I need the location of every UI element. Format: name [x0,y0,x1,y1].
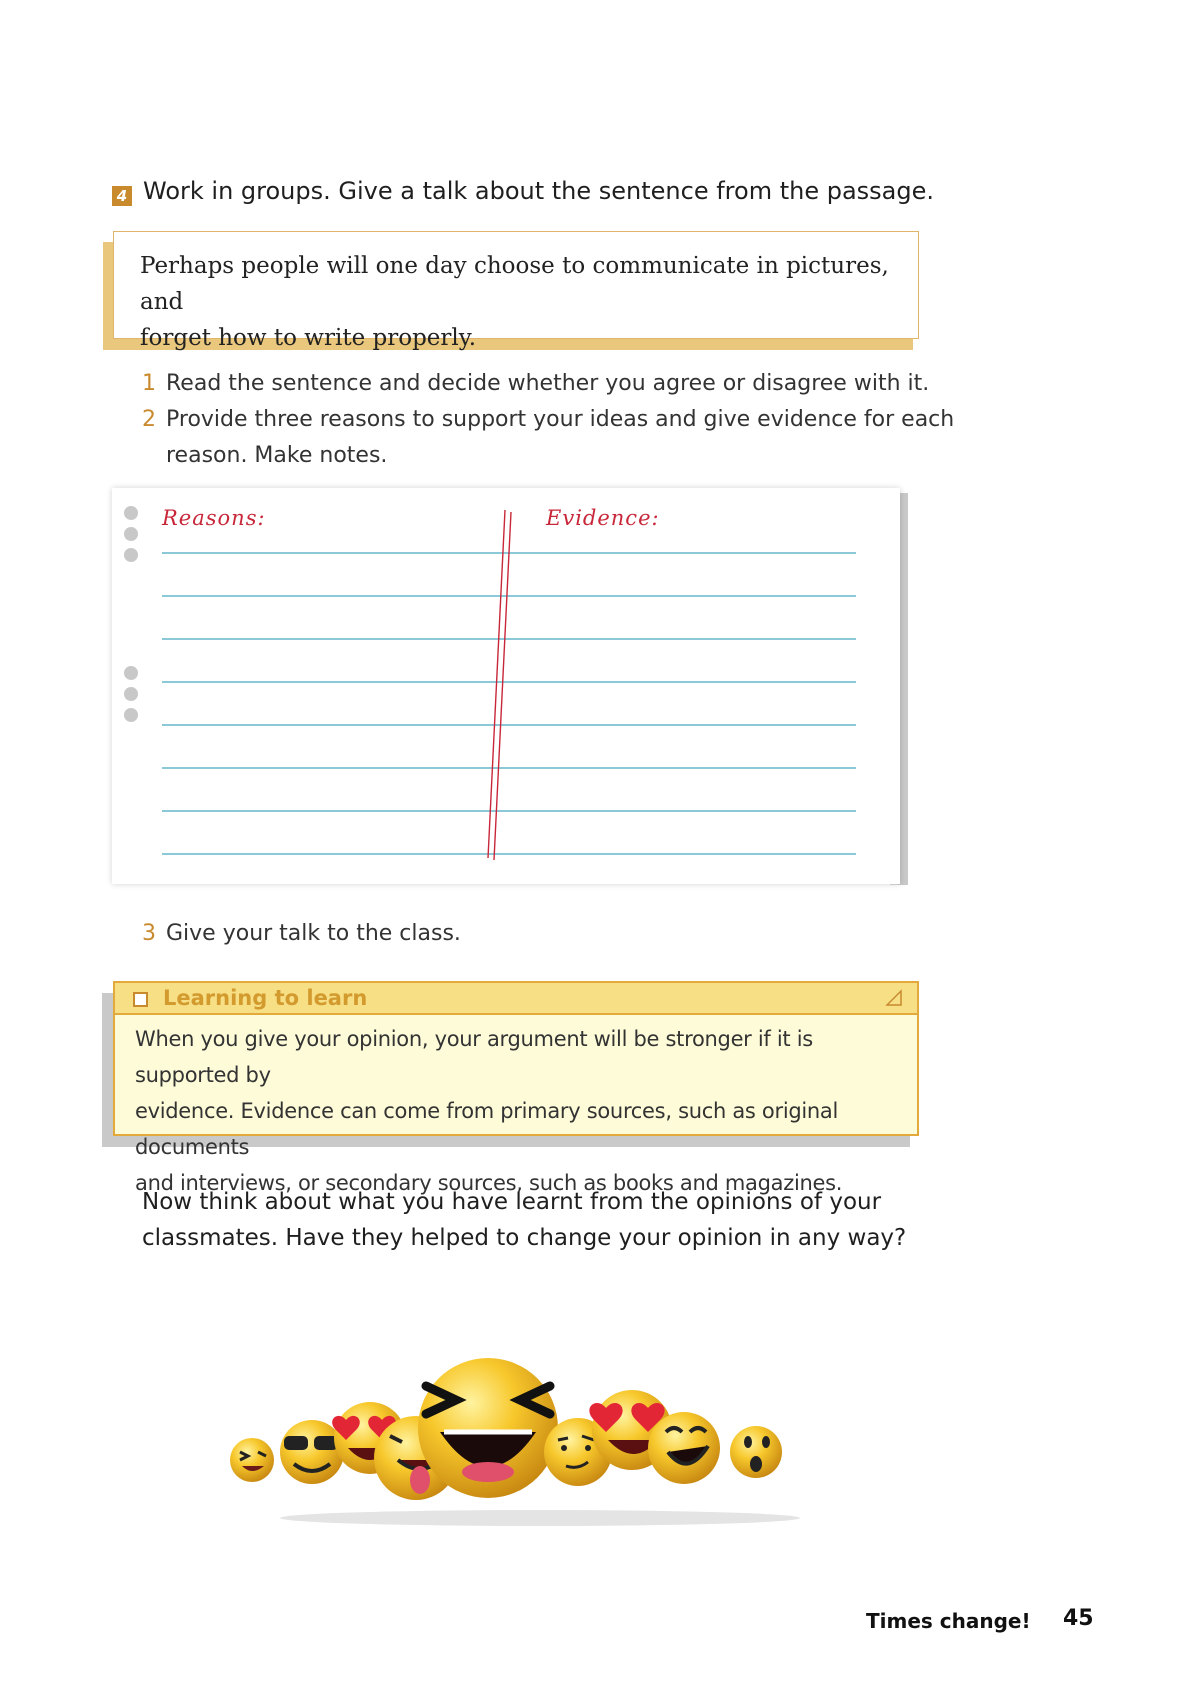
laughing-emoji-icon [418,1358,558,1498]
learning-line-1: When you give your opinion, your argument will be stronger if it is supported by [135,1027,813,1087]
reasons-label: Reasons: [162,506,266,530]
winking-tongue-emoji-icon [230,1438,274,1482]
binder-hole [124,708,138,722]
binder-hole [124,687,138,701]
step-text: Provide three reasons to support your ideas and give evidence for each [166,407,955,432]
corner-triangle-icon [885,989,903,1007]
step-number: 2 [142,407,156,432]
step-text: Read the sentence and decide whether you agree or disagree with it. [166,371,930,396]
step-3 [142,916,461,952]
quote-line-1: Perhaps people will one day choose to communicate in pictures, and [140,253,889,315]
quote-box [113,231,919,351]
sunglasses-emoji-icon [280,1420,344,1484]
learning-box-header [115,983,917,1015]
reflection-question [142,1184,942,1256]
reflection-line-1: Now think about what you have learnt from the opinions of your [142,1189,882,1215]
learning-box-title: Learning to learn [163,986,368,1010]
binder-hole [124,527,138,541]
step-text-continued: reason. Make notes. [166,443,388,468]
emoji-illustration [220,1340,860,1540]
learning-box-text [135,1021,905,1201]
reflection-line-2: classmates. Have they helped to change your opinion in any way? [142,1225,907,1251]
margin-divider-line [480,508,520,864]
evidence-label: Evidence: [546,506,660,530]
step-text: Give your talk to the class. [166,921,461,946]
exercise-instruction: Work in groups. Give a talk about the sentence from the passage. [143,177,935,205]
step-1 [142,366,929,402]
exercise-number-badge: 4 [112,186,132,206]
binder-hole [124,666,138,680]
grinning-emoji-icon [648,1412,720,1484]
binder-hole [124,506,138,520]
learning-line-3: and interviews, or secondary sources, such as books and magazines. [135,1171,843,1195]
step-number: 1 [142,371,156,396]
surprised-emoji-icon [730,1426,782,1478]
unit-title: Times change! [866,1609,1031,1633]
learning-to-learn-box [113,981,919,1195]
step-2 [142,402,954,474]
binder-hole [124,548,138,562]
step-number: 3 [142,921,156,946]
learning-line-2: evidence. Evidence can come from primary sources, such as original documents [135,1099,839,1159]
quote-line-2: forget how to write properly. [140,325,477,351]
checkbox-icon [133,992,148,1007]
page-number: 45 [1063,1606,1094,1631]
